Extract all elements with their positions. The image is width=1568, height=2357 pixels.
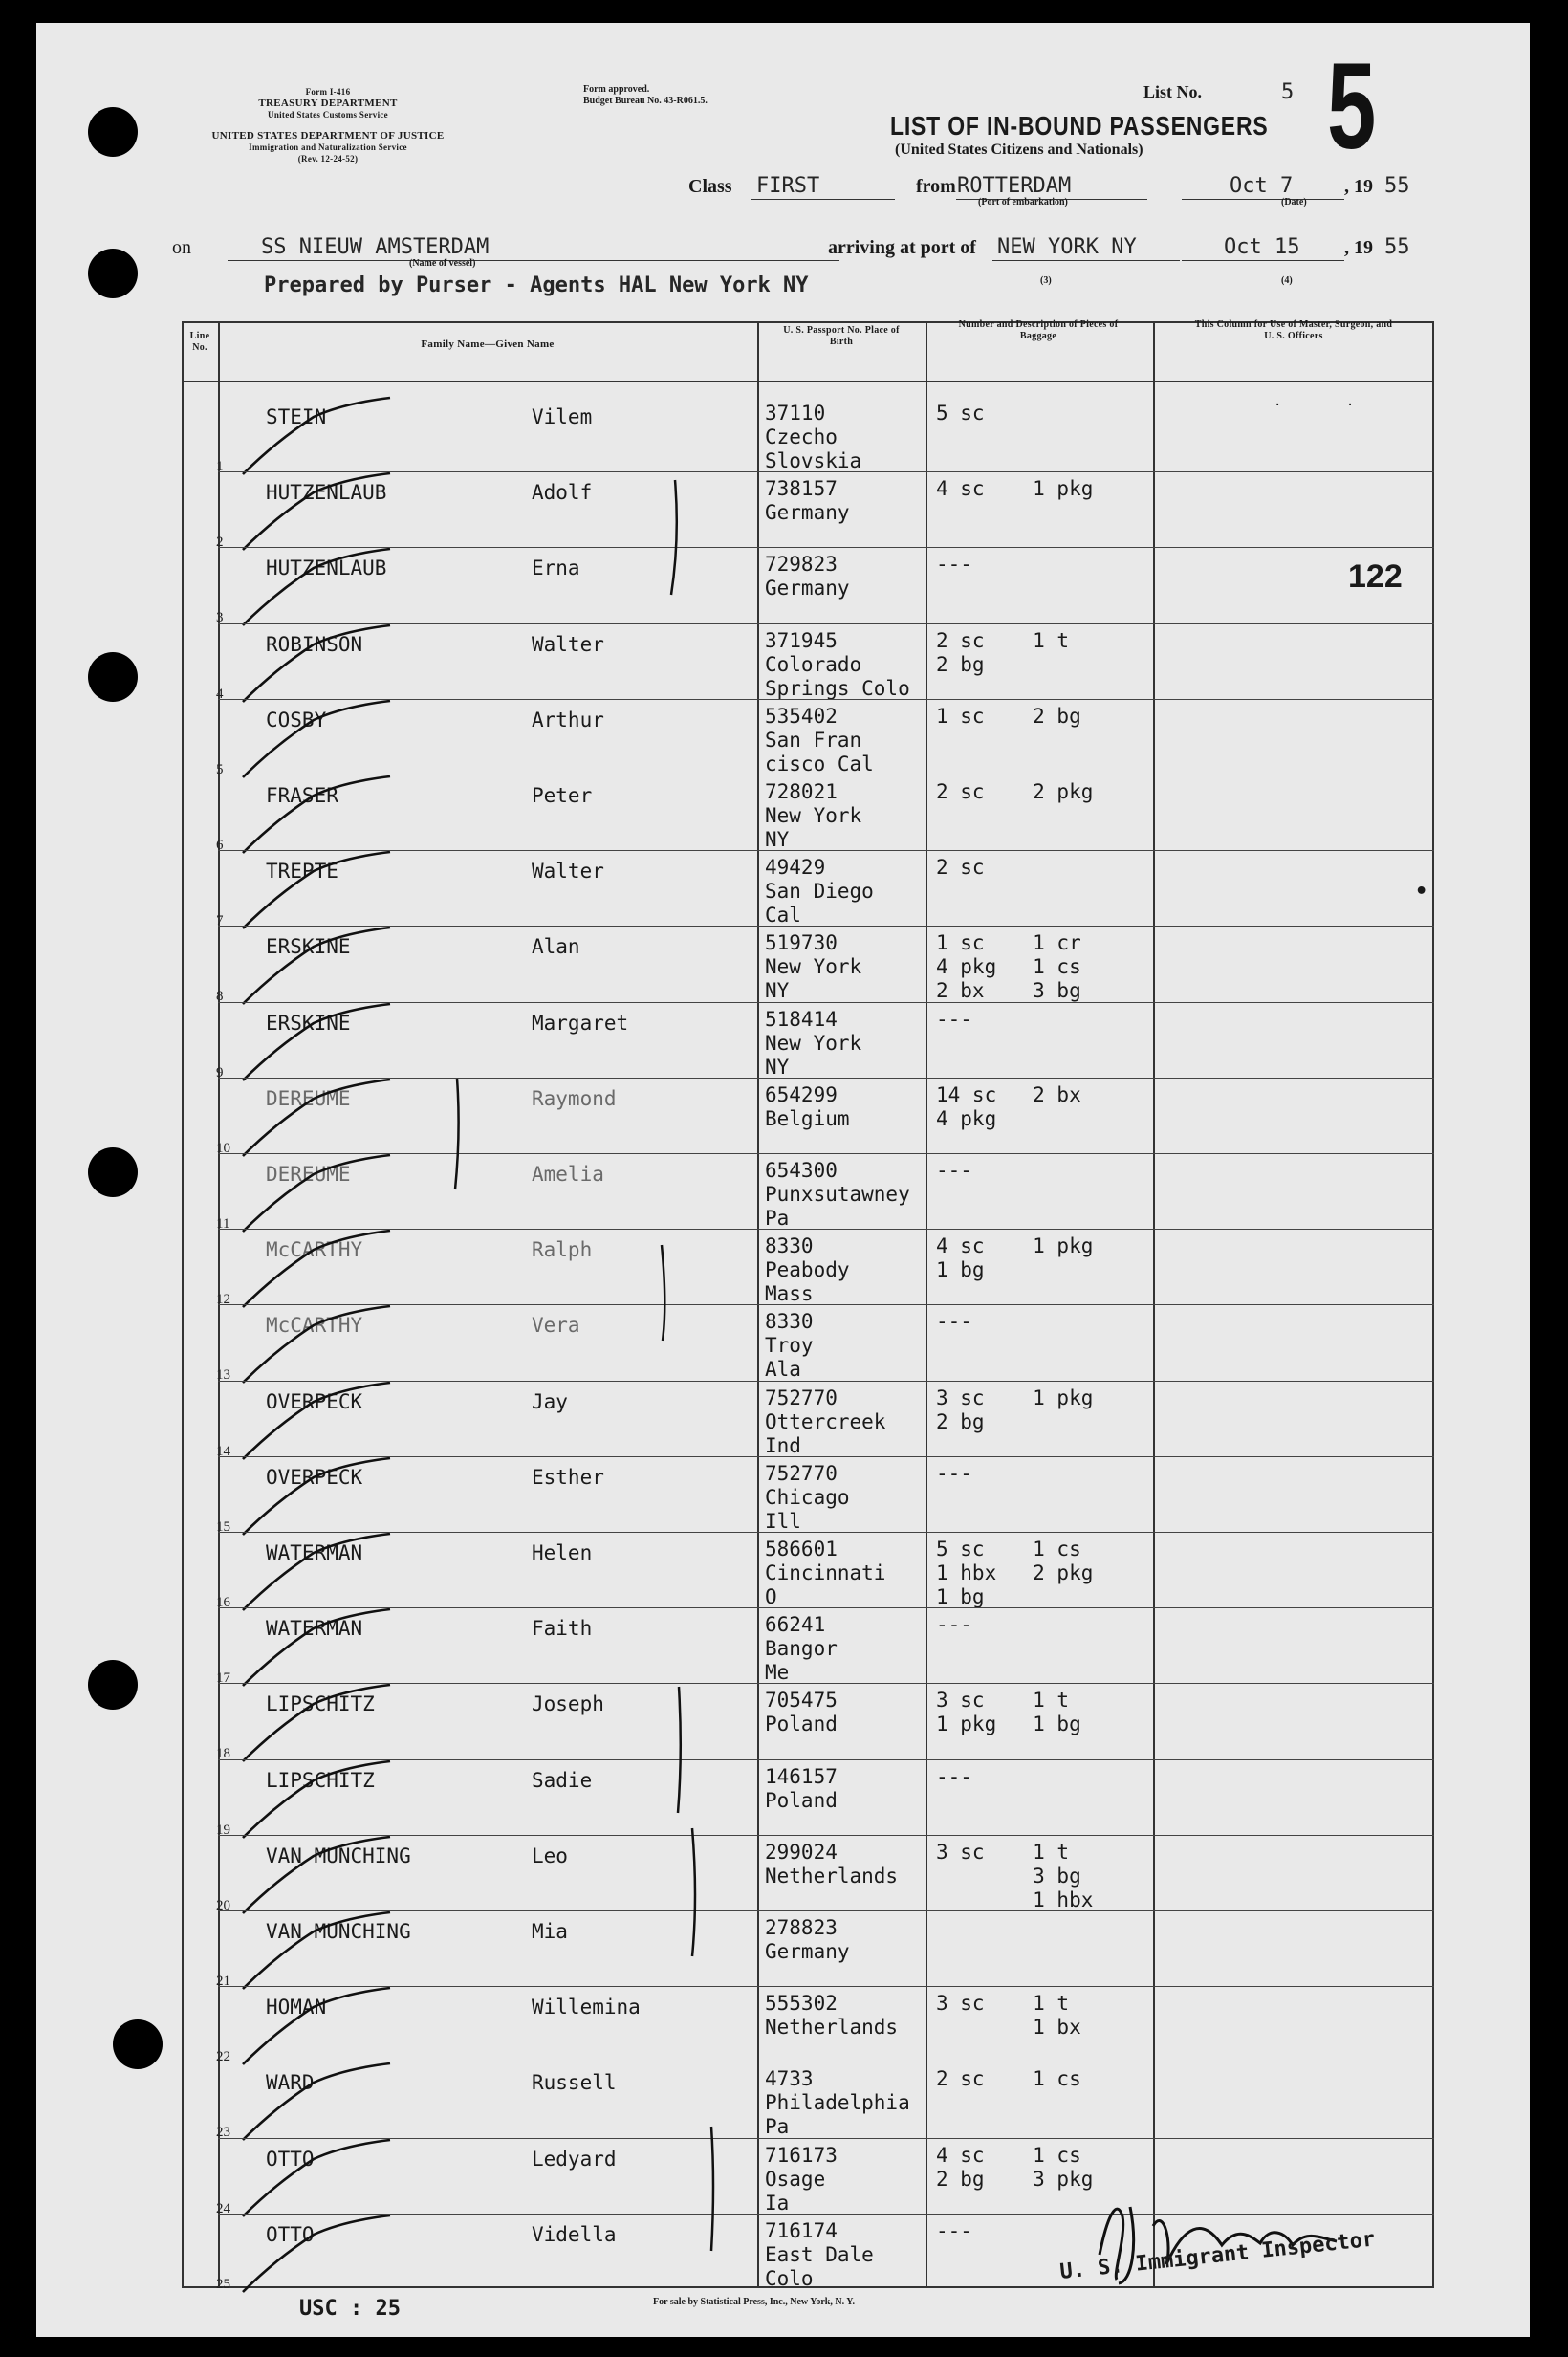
baggage: 1 sc 2 bg [936,704,1081,728]
passport-birthplace: 586601 Cincinnati O [765,1538,886,1608]
given-name: Raymond [532,1086,617,1110]
passport-birthplace: 752770 Ottercreek Ind [765,1386,886,1457]
line-number: 7 [216,913,224,929]
line-number: 8 [216,989,224,1005]
line-number: 2 [216,535,224,551]
line-number: 22 [216,2049,230,2065]
given-name: Peter [532,784,593,807]
baggage: 2 sc [936,856,985,880]
line-number: 20 [216,1897,230,1913]
passport-birthplace: 278823 Germany [765,1916,850,1963]
family-name: McCARTHY [266,1238,363,1262]
line-number: 25 [216,2276,230,2292]
vessel-caption: (Name of vessel) [409,258,476,269]
family-name: HUTZENLAUB [266,557,387,580]
date-caption: (Date) [1281,197,1307,207]
inspector-title: U. S. Immigrant Inspector [1058,2227,1377,2284]
prepared-by: Prepared by Purser - Agents HAL New York NY [264,273,809,297]
passport-birthplace: 8330 Peabody Mass [765,1234,850,1306]
baggage: --- [936,1764,972,1788]
baggage: --- [936,1310,972,1334]
given-name: Esther [532,1465,604,1489]
baggage: 3 sc 1 t 1 pkg 1 bg [936,1689,1081,1736]
vessel-name: SS NIEUW AMSTERDAM [261,235,490,259]
family-name: HUTZENLAUB [266,481,387,505]
passport-birthplace: 535402 San Fran cisco Cal [765,704,874,775]
punch-hole [88,249,138,298]
given-name: Amelia [532,1163,604,1186]
passport-birthplace: 371945 Colorado Springs Colo [765,628,910,700]
given-name: Vidella [532,2222,617,2246]
given-name: Russell [532,2071,617,2095]
arrival-port: NEW YORK NY [997,235,1137,259]
family-name: HOMAN [266,1996,327,2019]
line-number: 17 [216,1670,230,1687]
given-name: Jay [532,1389,568,1413]
punch-hole [88,1147,138,1197]
passport-birthplace: 716173 Osage Ia [765,2143,838,2215]
revision: (Rev. 12-24-52) [297,154,359,164]
family-name: LIPSCHITZ [266,1692,375,1716]
form-subtitle: (United States Citizens and Nationals) [895,142,1143,158]
passport-birthplace: 8330 Troy Ala [765,1310,814,1382]
baggage: 4 sc 1 cs 2 bg 3 pkg [936,2143,1094,2191]
passport-birthplace: 654299 Belgium [765,1082,850,1130]
given-name: Willemina [532,1996,641,2019]
baggage: 4 sc 1 pkg [936,477,1094,501]
baggage: 4 sc 1 pkg 1 bg [936,1234,1094,1282]
given-name: Adolf [532,481,593,505]
given-name: Leo [532,1844,568,1867]
punch-hole [88,107,138,157]
line-number: 4 [216,686,224,702]
punch-hole [88,652,138,702]
given-name: Ralph [532,1238,593,1262]
arrival-date: Oct 15 [1224,235,1300,259]
line-number: 24 [216,2200,230,2216]
family-name: OVERPECK [266,1389,363,1413]
depart-date: Oct 7 [1230,174,1294,198]
ins: Immigration and Naturalization Service [249,142,407,152]
officer-dot: • [1415,880,1428,904]
footer-printer: For sale by Statistical Press, Inc., New York, N. Y. [653,2297,856,2307]
form-title: LIST OF IN-BOUND PASSENGERS [890,111,1269,141]
baggage: 5 sc [936,402,985,425]
line-number: 1 [216,459,224,474]
col-baggage: Number and Description of Pieces of Baggage [958,319,1119,341]
list-no-value: 5 [1281,80,1295,104]
passport-birthplace: 299024 Netherlands [765,1840,899,1888]
baggage: 3 sc 1 t 1 bx [936,1992,1081,2040]
line-number: 18 [216,1746,230,1762]
family-name: WATERMAN [266,1617,363,1641]
line-number: 21 [216,1974,230,1989]
from-label: from [916,176,956,197]
line-number: 6 [216,838,224,853]
passport-birthplace: 728021 New York NY [765,780,862,851]
class-value: FIRST [756,174,820,198]
given-name: Joseph [532,1692,604,1716]
handwritten-marks [36,23,1530,2337]
arriving-label: arriving at port of [828,237,976,258]
passport-birthplace: 752770 Chicago Ill [765,1461,850,1533]
line-number: 12 [216,1292,230,1308]
passport-birthplace: 738157 Germany [765,477,850,525]
passport-birthplace: 519730 New York NY [765,931,862,1003]
line-number: 5 [216,761,224,777]
family-name: OTTO [266,2147,315,2171]
col-passport: U. S. Passport No. Place of Birth [783,325,900,347]
baggage: 2 sc 1 cs [936,2067,1081,2091]
family-name: COSBY [266,708,327,731]
year1-suffix: 55 [1384,174,1410,198]
family-name: LIPSCHITZ [266,1768,375,1792]
baggage: 14 sc 2 bx 4 pkg [936,1082,1081,1130]
customs-service: United States Customs Service [268,110,388,120]
baggage: --- [936,1007,972,1031]
col-officers: This Column for Use of Master, Surgeon, and U. S. Officers [1194,319,1393,341]
footer-left: USC : 25 [299,2297,401,2321]
family-name: OVERPECK [266,1465,363,1489]
year2-label: , 19 [1344,237,1373,258]
line-number: 10 [216,1140,230,1156]
passport-birthplace: 37110 Czecho Slovskia [765,402,862,472]
punch-hole [113,2019,163,2069]
given-name: Alan [532,935,580,959]
family-name: WARD [266,2071,315,2095]
budget-bureau: Budget Bureau No. 43-R061.5. [583,96,708,106]
family-name: OTTO [266,2222,315,2246]
family-name: DEREUME [266,1163,351,1186]
class-label: Class [688,176,732,197]
form-number: Form I-416 [305,87,351,97]
baggage: --- [936,1613,972,1637]
passport-birthplace: 518414 New York NY [765,1007,862,1079]
passport-birthplace: 146157 Poland [765,1764,838,1812]
given-name: Mia [532,1920,568,1943]
officer-count: 122 [1348,558,1403,595]
given-name: Arthur [532,708,604,731]
line-number: 11 [216,1216,230,1232]
given-name: Helen [532,1541,593,1564]
family-name: DEREUME [266,1086,351,1110]
on-label: on [172,237,191,258]
line-number: 14 [216,1443,230,1459]
given-name: Erna [532,557,580,580]
given-name: Ledyard [532,2147,617,2171]
family-name: WATERMAN [266,1541,363,1564]
given-name: Vilem [532,405,593,428]
family-name: ROBINSON [266,632,363,656]
year1-label: , 19 [1344,176,1373,197]
caption-4: (4) [1281,275,1293,286]
passport-birthplace: 654300 Punxsutawney Pa [765,1159,910,1230]
given-name: Walter [532,860,604,884]
passport-birthplace: 716174 East Dale Colo [765,2218,874,2290]
baggage: 3 sc 1 pkg 2 bg [936,1386,1094,1433]
given-name: Vera [532,1314,580,1338]
baggage: 2 sc 2 pkg [936,780,1094,803]
list-no-label: List No. [1143,82,1203,101]
family-name: McCARTHY [266,1314,363,1338]
baggage: 2 sc 1 t 2 bg [936,628,1070,676]
line-number: 15 [216,1518,230,1535]
given-name: Sadie [532,1768,593,1792]
baggage: --- [936,2218,972,2242]
passport-birthplace: 729823 Germany [765,553,850,600]
family-name: VAN MUNCHING [266,1920,411,1943]
given-name: Faith [532,1617,593,1641]
baggage: --- [936,553,972,577]
col-line-no: Line No. [189,331,210,353]
line-number: 13 [216,1367,230,1384]
year2-suffix: 55 [1384,235,1410,259]
family-name: STEIN [266,405,327,428]
family-name: TREPTE [266,860,338,884]
embark-caption: (Port of embarkation) [978,197,1068,207]
form-approved: Form approved. [583,84,650,95]
col-name: Family Name—Given Name [421,338,555,350]
line-number: 19 [216,1822,230,1838]
passport-birthplace: 49429 San Diego Cal [765,856,874,928]
big-list-number: 5 [1327,38,1377,175]
passport-birthplace: 705475 Poland [765,1689,838,1736]
family-name: ERSKINE [266,935,351,959]
family-name: ERSKINE [266,1011,351,1035]
embark-port: ROTTERDAM [957,174,1072,198]
manifest-page [36,23,1530,2337]
caption-3: (3) [1040,275,1052,286]
family-name: VAN MUNCHING [266,1844,411,1867]
line-number: 3 [216,610,224,626]
line-number: 16 [216,1595,230,1610]
baggage: --- [936,1159,972,1182]
baggage: --- [936,1461,972,1485]
passport-birthplace: 555302 Netherlands [765,1992,899,2040]
line-number: 23 [216,2125,230,2141]
passport-birthplace: 66241 Bangor Me [765,1613,838,1685]
justice-dept: UNITED STATES DEPARTMENT OF JUSTICE [211,130,445,142]
given-name: Walter [532,632,604,656]
treasury-dept: TREASURY DEPARTMENT [258,98,398,109]
baggage: 5 sc 1 cs 1 hbx 2 pkg 1 bg [936,1538,1094,1608]
baggage: 3 sc 1 t 3 bg 1 hbx [936,1840,1094,1911]
line-number: 9 [216,1064,224,1080]
punch-hole [88,1660,138,1710]
baggage: 1 sc 1 cr 4 pkg 1 cs 2 bx 3 bg [936,931,1081,1003]
given-name: Margaret [532,1011,629,1035]
passport-birthplace: 4733 Philadelphia Pa [765,2067,910,2139]
officer-mark: · · [1274,398,1355,413]
family-name: FRASER [266,784,338,807]
